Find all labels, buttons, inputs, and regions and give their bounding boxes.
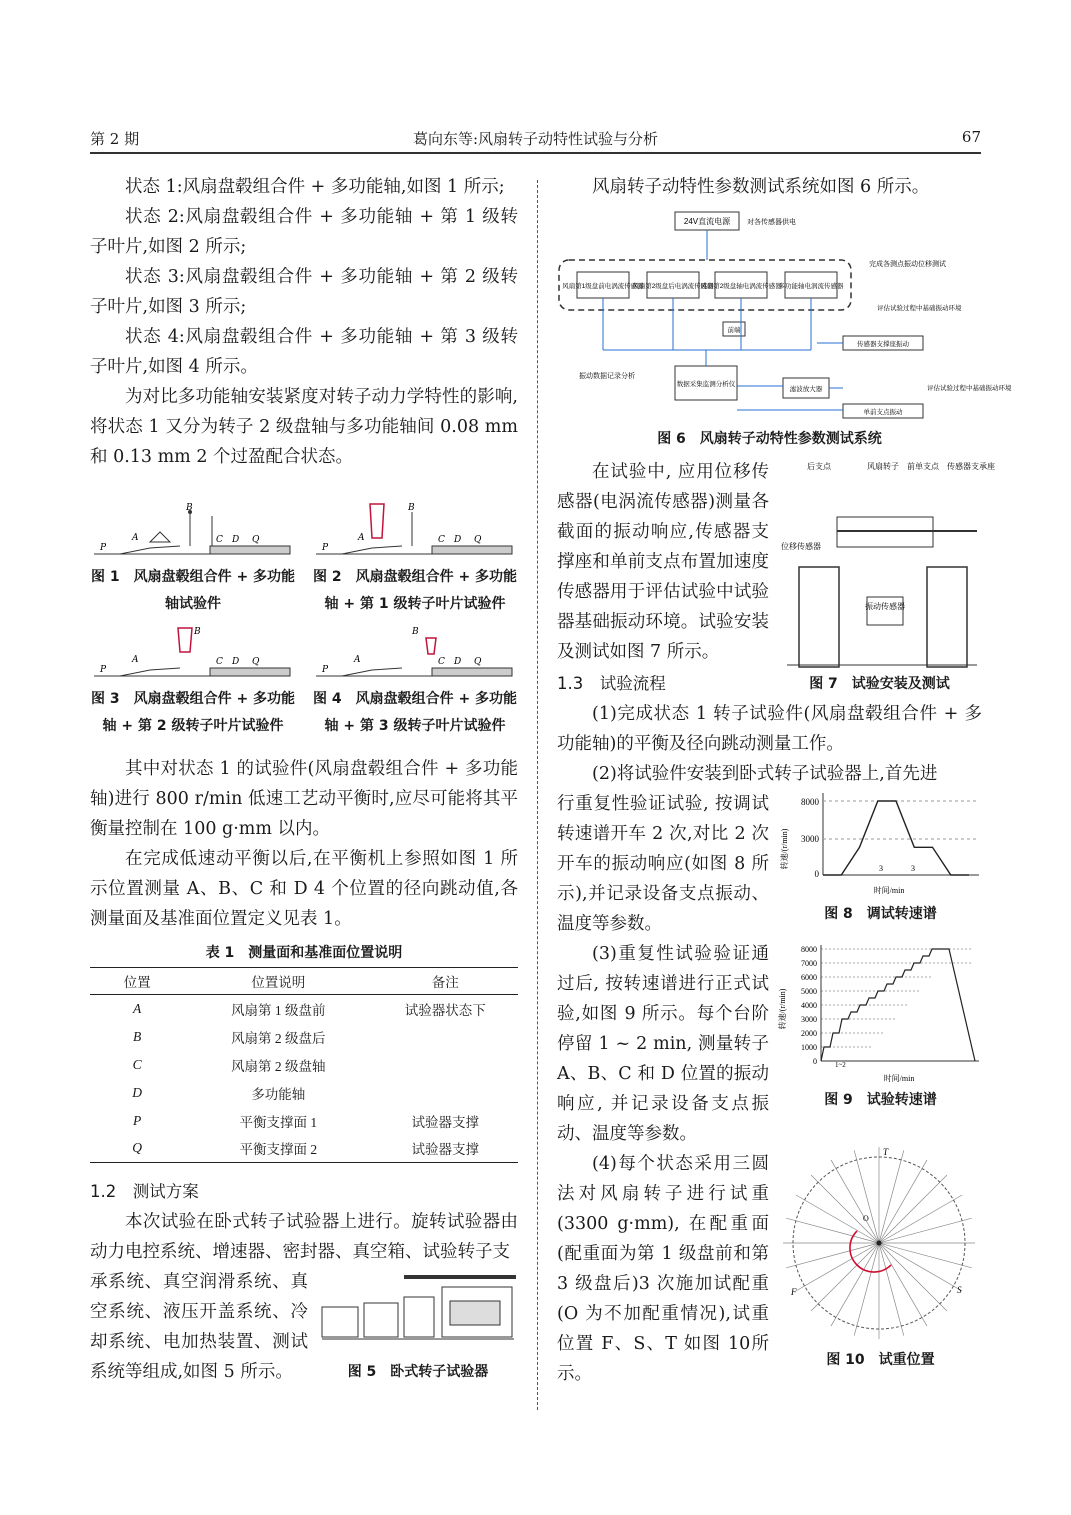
block-label: 单前支点振动 [863, 409, 903, 416]
table-cell: C [132, 1056, 142, 1072]
label-B: B [408, 503, 415, 513]
block-label: 24V直流电源 [683, 217, 731, 226]
axis-label: 时间/min [883, 1074, 915, 1083]
table-cell: Q [90, 1135, 184, 1163]
table-cell: 试验器支撑 [372, 1135, 518, 1163]
figure-5 [318, 1267, 518, 1386]
paragraph: 在完成低速动平衡以后,在平衡机上参照如图 1 所示位置测量 A、B、C 和 D 4 个位置的径向跳动值,各测量面及基准面位置定义见表 1。 [90, 849, 518, 929]
table-row [90, 1023, 518, 1051]
label-Q: Q [252, 657, 260, 667]
tick-label: 0 [814, 869, 819, 879]
table-row [90, 1107, 518, 1135]
figure-6 [557, 210, 1012, 453]
dim-label: 3 [911, 864, 915, 873]
polar-ray [879, 1243, 947, 1311]
label-B: B [412, 627, 419, 637]
figure-4 [312, 624, 518, 740]
paragraph: (4)每个状态采用三圆法对风扇转子进行试重(3300 g·mm), 在配重面(配重面为第 1 级盘前和第 3 级盘后)3 次施加试配重(O 为不加配重情况),试重位置 F、S、T 如图 10所示。 [557, 1154, 769, 1384]
paragraph: 承系统、真空润滑系统、真空系统、液压开盖系统、冷却系统、电加热装置、测试系统等组成,如图 5 所示。 [90, 1272, 308, 1382]
figure-caption: 图 2 风扇盘毂组合件 + 多功能轴 + 第 1 级转子叶片试验件 [312, 569, 518, 612]
label-Q: Q [252, 535, 260, 545]
paragraph: 状态 2:风扇盘毂组合件 + 多功能轴 + 第 1 级转子叶片,如图 2 所示; [90, 207, 518, 257]
polar-ray [879, 1218, 972, 1243]
polar-ray [786, 1243, 879, 1268]
table-cell: D [132, 1084, 142, 1100]
label-P: P [100, 543, 107, 553]
fig10-wrap [557, 1149, 982, 1389]
polar-ray [879, 1160, 927, 1243]
block-label: 对各传感器供电 [747, 219, 796, 226]
label-A: A [132, 533, 139, 543]
label-C: C [438, 657, 445, 667]
paragraph: 为对比多功能轴安装紧度对转子动力学特性的影响, 将状态 1 又分为转子 2 级盘轴与多功能轴间 0.08 mm 和 0.13 mm 2 个过盈配合状态。 [90, 387, 518, 467]
left-column [90, 172, 518, 1387]
fig10-polar [779, 1139, 982, 1347]
label-A: A [132, 655, 139, 665]
section-heading: 1.2 测试方案 [90, 1182, 199, 1201]
polar-ray [879, 1150, 904, 1243]
label-A: A [354, 655, 361, 665]
fig5-drawing [318, 1267, 518, 1355]
paragraph: 行重复性验证试验, 按调试转速谱开车 2 次,对比 2 次开车的振动响应(如图 8 所示),并记录设备支点振动、温度等参数。 [557, 794, 769, 934]
label-C: C [216, 657, 223, 667]
figure-caption: 图 5 卧式转子试验器 [347, 1364, 489, 1380]
fig7-label: 后支点 [807, 462, 831, 471]
figure-caption: 图 3 风扇盘毂组合件 + 多功能轴 + 第 2 级转子叶片试验件 [90, 691, 296, 734]
figure-caption: 图 7 试验安装及测试 [809, 676, 950, 692]
table-cell: 平衡支撑面 1 [239, 1114, 318, 1130]
table-1 [90, 967, 518, 1163]
figure-3 [90, 624, 296, 740]
polar-ray [879, 1243, 904, 1336]
table-header: 位置 [90, 968, 184, 995]
fig7-label: 振动传感器 [865, 602, 905, 611]
fig5-wrap [90, 1267, 518, 1387]
tick-label: 1000 [801, 1043, 817, 1052]
axis-label: 转速/(r/min) [780, 828, 789, 870]
polar-ray [879, 1243, 927, 1326]
fig7-label: 前单支点 [907, 462, 939, 471]
fig8-chart [779, 789, 982, 899]
table-row [90, 1079, 518, 1107]
paragraph: 状态 3:风扇盘毂组合件 + 多功能轴 + 第 2 级转子叶片,如图 3 所示; [90, 267, 518, 317]
block-label: 风扇第2级盘轴电涡流传感器 [700, 283, 782, 290]
label-D: D [454, 657, 462, 667]
block-label: 传感器支撑座振动 [857, 341, 909, 348]
paragraph: (1)完成状态 1 转子试验件(风扇盘毂组合件 + 多功能轴)的平衡及径向跳动测量工作。 [557, 704, 982, 754]
label-Q: Q [474, 657, 482, 667]
label-B: B [186, 503, 193, 513]
table-row [90, 1135, 518, 1163]
label-A: A [358, 533, 365, 543]
figure-caption: 图 4 风扇盘毂组合件 + 多功能轴 + 第 3 级转子叶片试验件 [312, 691, 518, 734]
paragraph: 状态 1:风扇盘毂组合件 + 多功能轴,如图 1 所示; [125, 177, 505, 197]
fig7-label: 位移传感器 [781, 542, 821, 551]
figure-caption: 图 9 试验转速谱 [824, 1092, 937, 1108]
label-P: P [322, 543, 329, 553]
fig8-wrap [557, 789, 982, 939]
block-label: 评估试验过程中基础振动环境 [927, 385, 1012, 392]
point-label: S [957, 1285, 962, 1295]
figure-1 [90, 502, 296, 618]
fig1-drawing [90, 502, 296, 564]
table-cell: 风扇第 2 级盘后 [231, 1030, 326, 1046]
polar-ray [879, 1243, 972, 1268]
label-D: D [454, 535, 462, 545]
label-C: C [216, 535, 223, 545]
label-P: P [322, 665, 329, 675]
block-label: 滤波放大器 [789, 386, 823, 393]
table-cell [372, 1023, 518, 1051]
fig4-drawing [312, 624, 518, 686]
dim-label: 1~2 [835, 1061, 846, 1069]
block-label: 振动数据记录分析 [579, 373, 635, 380]
tick-label: 8000 [801, 945, 817, 954]
table-cell: 试验器状态下 [404, 1002, 486, 1018]
fig7-drawing [777, 457, 995, 675]
page-number: 67 [961, 128, 981, 146]
block-label: 前端 [727, 327, 741, 334]
series-line [823, 801, 969, 875]
fig7-label: 传感器支承座 [947, 462, 995, 471]
fig7-label: 风扇转子 [867, 462, 899, 471]
table-title: 表 1 测量面和基准面位置说明 [205, 945, 403, 961]
table-row [90, 995, 518, 1023]
paragraph: 在试验中, 应用位移传感器(电涡流传感器)测量各截面的振动响应,传感器支撑座和单前支点布置加速度传感器用于评估试验中试验器基础振动环境。试验安装及测试如图 7 所示。 [557, 462, 769, 662]
figure-row-3-4 [90, 624, 518, 740]
table-cell: 风扇第 2 级盘轴 [231, 1058, 326, 1074]
table-cell: B [132, 1028, 142, 1044]
running-header [90, 126, 981, 154]
right-column [557, 172, 1012, 1389]
label-P: P [100, 665, 107, 675]
tick-label: 0 [813, 1057, 817, 1066]
tick-label: 3000 [801, 1015, 817, 1024]
figure-caption: 图 10 试重位置 [826, 1352, 935, 1368]
figure-7 [777, 457, 995, 698]
block-label: 数据采集监测分析仪 [676, 381, 736, 388]
paragraph: (3)重复性试验验证通过后, 按转速谱进行正式试验,如图 9 所示。每个台阶停留 1 ~ 2 min, 测量转子 A、B、C 和 D 位置的振动响应, 并记录设备支点振动、温度等参数。 [557, 944, 769, 1144]
table-cell: 平衡支撑面 2 [184, 1135, 372, 1163]
section-heading: 1.3 试验流程 [557, 674, 666, 693]
paragraph: (2)将试验件安装到卧式转子试验器上,首先进 [592, 764, 938, 784]
figure-row-1-2 [90, 502, 518, 618]
tick-label: 2000 [801, 1029, 817, 1038]
figure-2 [312, 502, 518, 618]
label-B: B [194, 627, 201, 637]
polar-ray [831, 1160, 879, 1243]
axis-label: 时间/min [873, 886, 905, 895]
fig9-chart [779, 939, 982, 1085]
label-D: D [232, 535, 240, 545]
paragraph: 状态 4:风扇盘毂组合件 + 多功能轴 + 第 3 级转子叶片,如图 4 所示。 [90, 327, 518, 377]
paragraph: 其中对状态 1 的试验件(风扇盘毂组合件 + 多功能轴)进行 800 r/min 低速工艺动平衡时,应尽可能将其平衡量控制在 100 g·mm 以内。 [90, 759, 518, 839]
figure-8 [779, 789, 982, 928]
table-cell: 风扇第 1 级盘前 [231, 1002, 326, 1018]
polar-ray [879, 1175, 947, 1243]
polar-ray [796, 1243, 879, 1291]
table-cell: 多功能轴 [251, 1086, 306, 1102]
running-title: 葛向东等:风扇转子动特性试验与分析 [412, 130, 659, 148]
polar-ray [831, 1243, 879, 1326]
fig9-wrap [557, 939, 982, 1149]
tick-label: 3000 [801, 834, 819, 844]
polar-ray [811, 1175, 879, 1243]
block-label: 评估试验过程中基础振动环境 [877, 305, 962, 312]
point-label: T [883, 1147, 889, 1157]
table-cell: P [132, 1112, 142, 1128]
tick-label: 4000 [801, 1001, 817, 1010]
point-label: F [791, 1287, 797, 1297]
point-label: O [863, 1214, 869, 1223]
dim-label: 3 [879, 864, 883, 873]
polar-ray [854, 1150, 879, 1243]
table-header: 备注 [372, 968, 518, 995]
fig6-diagram [557, 210, 1012, 422]
tick-label: 7000 [801, 959, 817, 968]
tick-label: 8000 [801, 797, 819, 807]
polar-ray [811, 1243, 879, 1311]
label-Q: Q [474, 535, 482, 545]
block-label: 完成各测点振动位移测试 [869, 261, 946, 268]
polar-ray [879, 1195, 962, 1243]
fig3-drawing [90, 624, 296, 686]
column-divider [537, 180, 538, 1410]
figure-10 [779, 1139, 982, 1374]
figure-caption: 图 1 风扇盘毂组合件 + 多功能轴试验件 [90, 569, 296, 612]
tick-label: 6000 [801, 973, 817, 982]
table-cell [372, 1051, 518, 1079]
fig2-drawing [312, 502, 518, 564]
table-cell: A [132, 1000, 142, 1016]
label-D: D [232, 657, 240, 667]
polar-ray [854, 1243, 879, 1336]
axis-label: 转速/(r/min) [778, 988, 787, 1030]
table-header: 位置说明 [184, 968, 372, 995]
polar-ray [879, 1243, 962, 1291]
block-label: 风扇第1级盘前电涡流传感器 [562, 283, 644, 290]
paragraph: 风扇转子动特性参数测试系统如图 6 所示。 [592, 177, 930, 197]
issue-number: 第 2 期 [90, 130, 140, 148]
table-cell [372, 1079, 518, 1107]
figure-9 [779, 939, 982, 1114]
table-row [90, 1051, 518, 1079]
table-cell: 试验器支撑 [411, 1114, 479, 1130]
block-label: 风扇第2级盘后电涡流传感器 [632, 283, 714, 290]
paragraph: 本次试验在卧式转子试验器上进行。旋转试验器由动力电控系统、增速器、密封器、真空箱、试验转子支 [90, 1212, 518, 1262]
figure-caption: 图 8 调试转速谱 [824, 906, 937, 922]
block-label: 多功能轴电涡流传感器 [778, 283, 844, 290]
figure-caption: 图 6 风扇转子动特性参数测试系统 [657, 431, 882, 447]
label-C: C [438, 535, 445, 545]
tick-label: 5000 [801, 987, 817, 996]
